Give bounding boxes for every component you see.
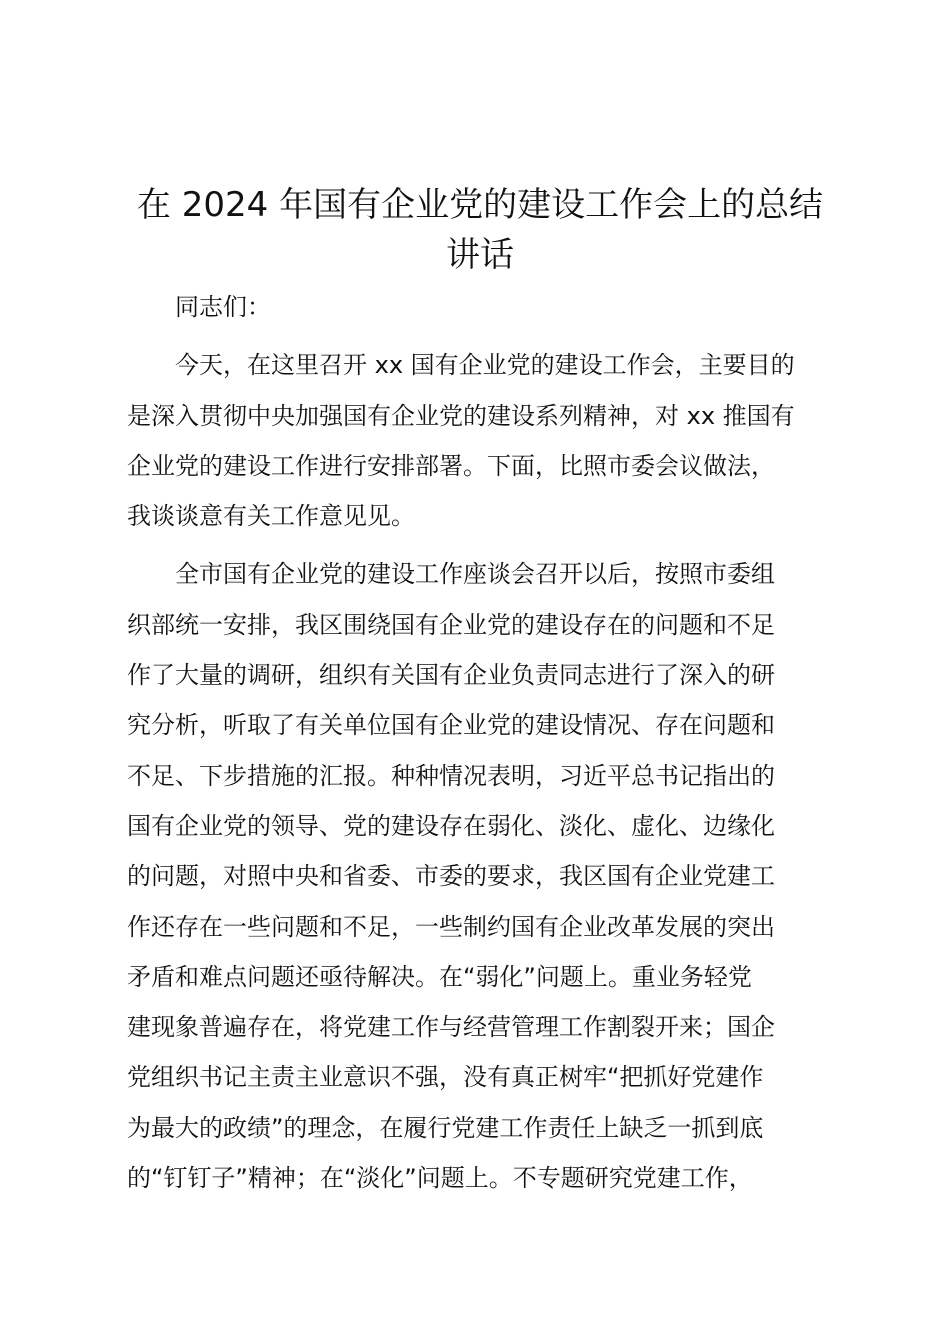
title-line: 讲话 (446, 235, 514, 275)
paragraph-line: 作还存在一些问题和不足，一些制约国有企业改革发展的突出 (127, 912, 775, 941)
paragraph-line: 国有企业党的领导、党的建设存在弱化、淡化、虚化、边缘化 (127, 811, 775, 840)
paragraph-line: 是深入贯彻中央加强国有企业党的建设系列精神，对 xx 推国有 (127, 401, 795, 430)
paragraph-1 (127, 340, 833, 541)
salutation: 同志们： (175, 293, 271, 321)
paragraph-line: 全市国有企业党的建设工作座谈会召开以后，按照市委组 (175, 560, 775, 589)
paragraph-line: 企业党的建设工作进行安排部署。下面，比照市委会议做法， (127, 451, 775, 480)
paragraph-line: 的问题，对照中央和省委、市委的要求，我区国有企业党建工 (127, 862, 775, 891)
paragraph-line: 为最大的政绩”的理念，在履行党建工作责任上缺乏一抓到底 (127, 1113, 764, 1142)
paragraph-2 (127, 549, 833, 1203)
paragraph-line: 我谈谈意有关工作意见见。 (127, 502, 415, 531)
document-title (100, 180, 860, 280)
paragraph-line: 织部统一安排，我区围绕国有企业党的建设存在的问题和不足 (127, 610, 775, 639)
paragraph-line: 作了大量的调研，组织有关国有企业负责同志进行了深入的研 (127, 661, 775, 690)
paragraph-line: 矛盾和难点问题还亟待解决。在“弱化”问题上。重业务轻党 (127, 962, 752, 991)
paragraph-line: 不足、下步措施的汇报。种种情况表明，习近平总书记指出的 (127, 761, 775, 790)
document-body (127, 282, 833, 1203)
paragraph-line: 究分析，听取了有关单位国有企业党的建设情况、存在问题和 (127, 711, 775, 740)
title-line: 在 2024 年国有企业党的建设工作会上的总结 (136, 185, 824, 225)
paragraph-line: 的“钉钉子”精神；在“淡化”问题上。不专题研究党建工作， (127, 1164, 753, 1193)
paragraph-line: 今天，在这里召开 xx 国有企业党的建设工作会，主要目的 (175, 351, 795, 380)
paragraph-line: 党组织书记主责主业意识不强，没有真正树牢“把抓好党建作 (127, 1063, 764, 1092)
paragraph-line: 建现象普遍存在，将党建工作与经营管理工作割裂开来；国企 (127, 1013, 775, 1042)
